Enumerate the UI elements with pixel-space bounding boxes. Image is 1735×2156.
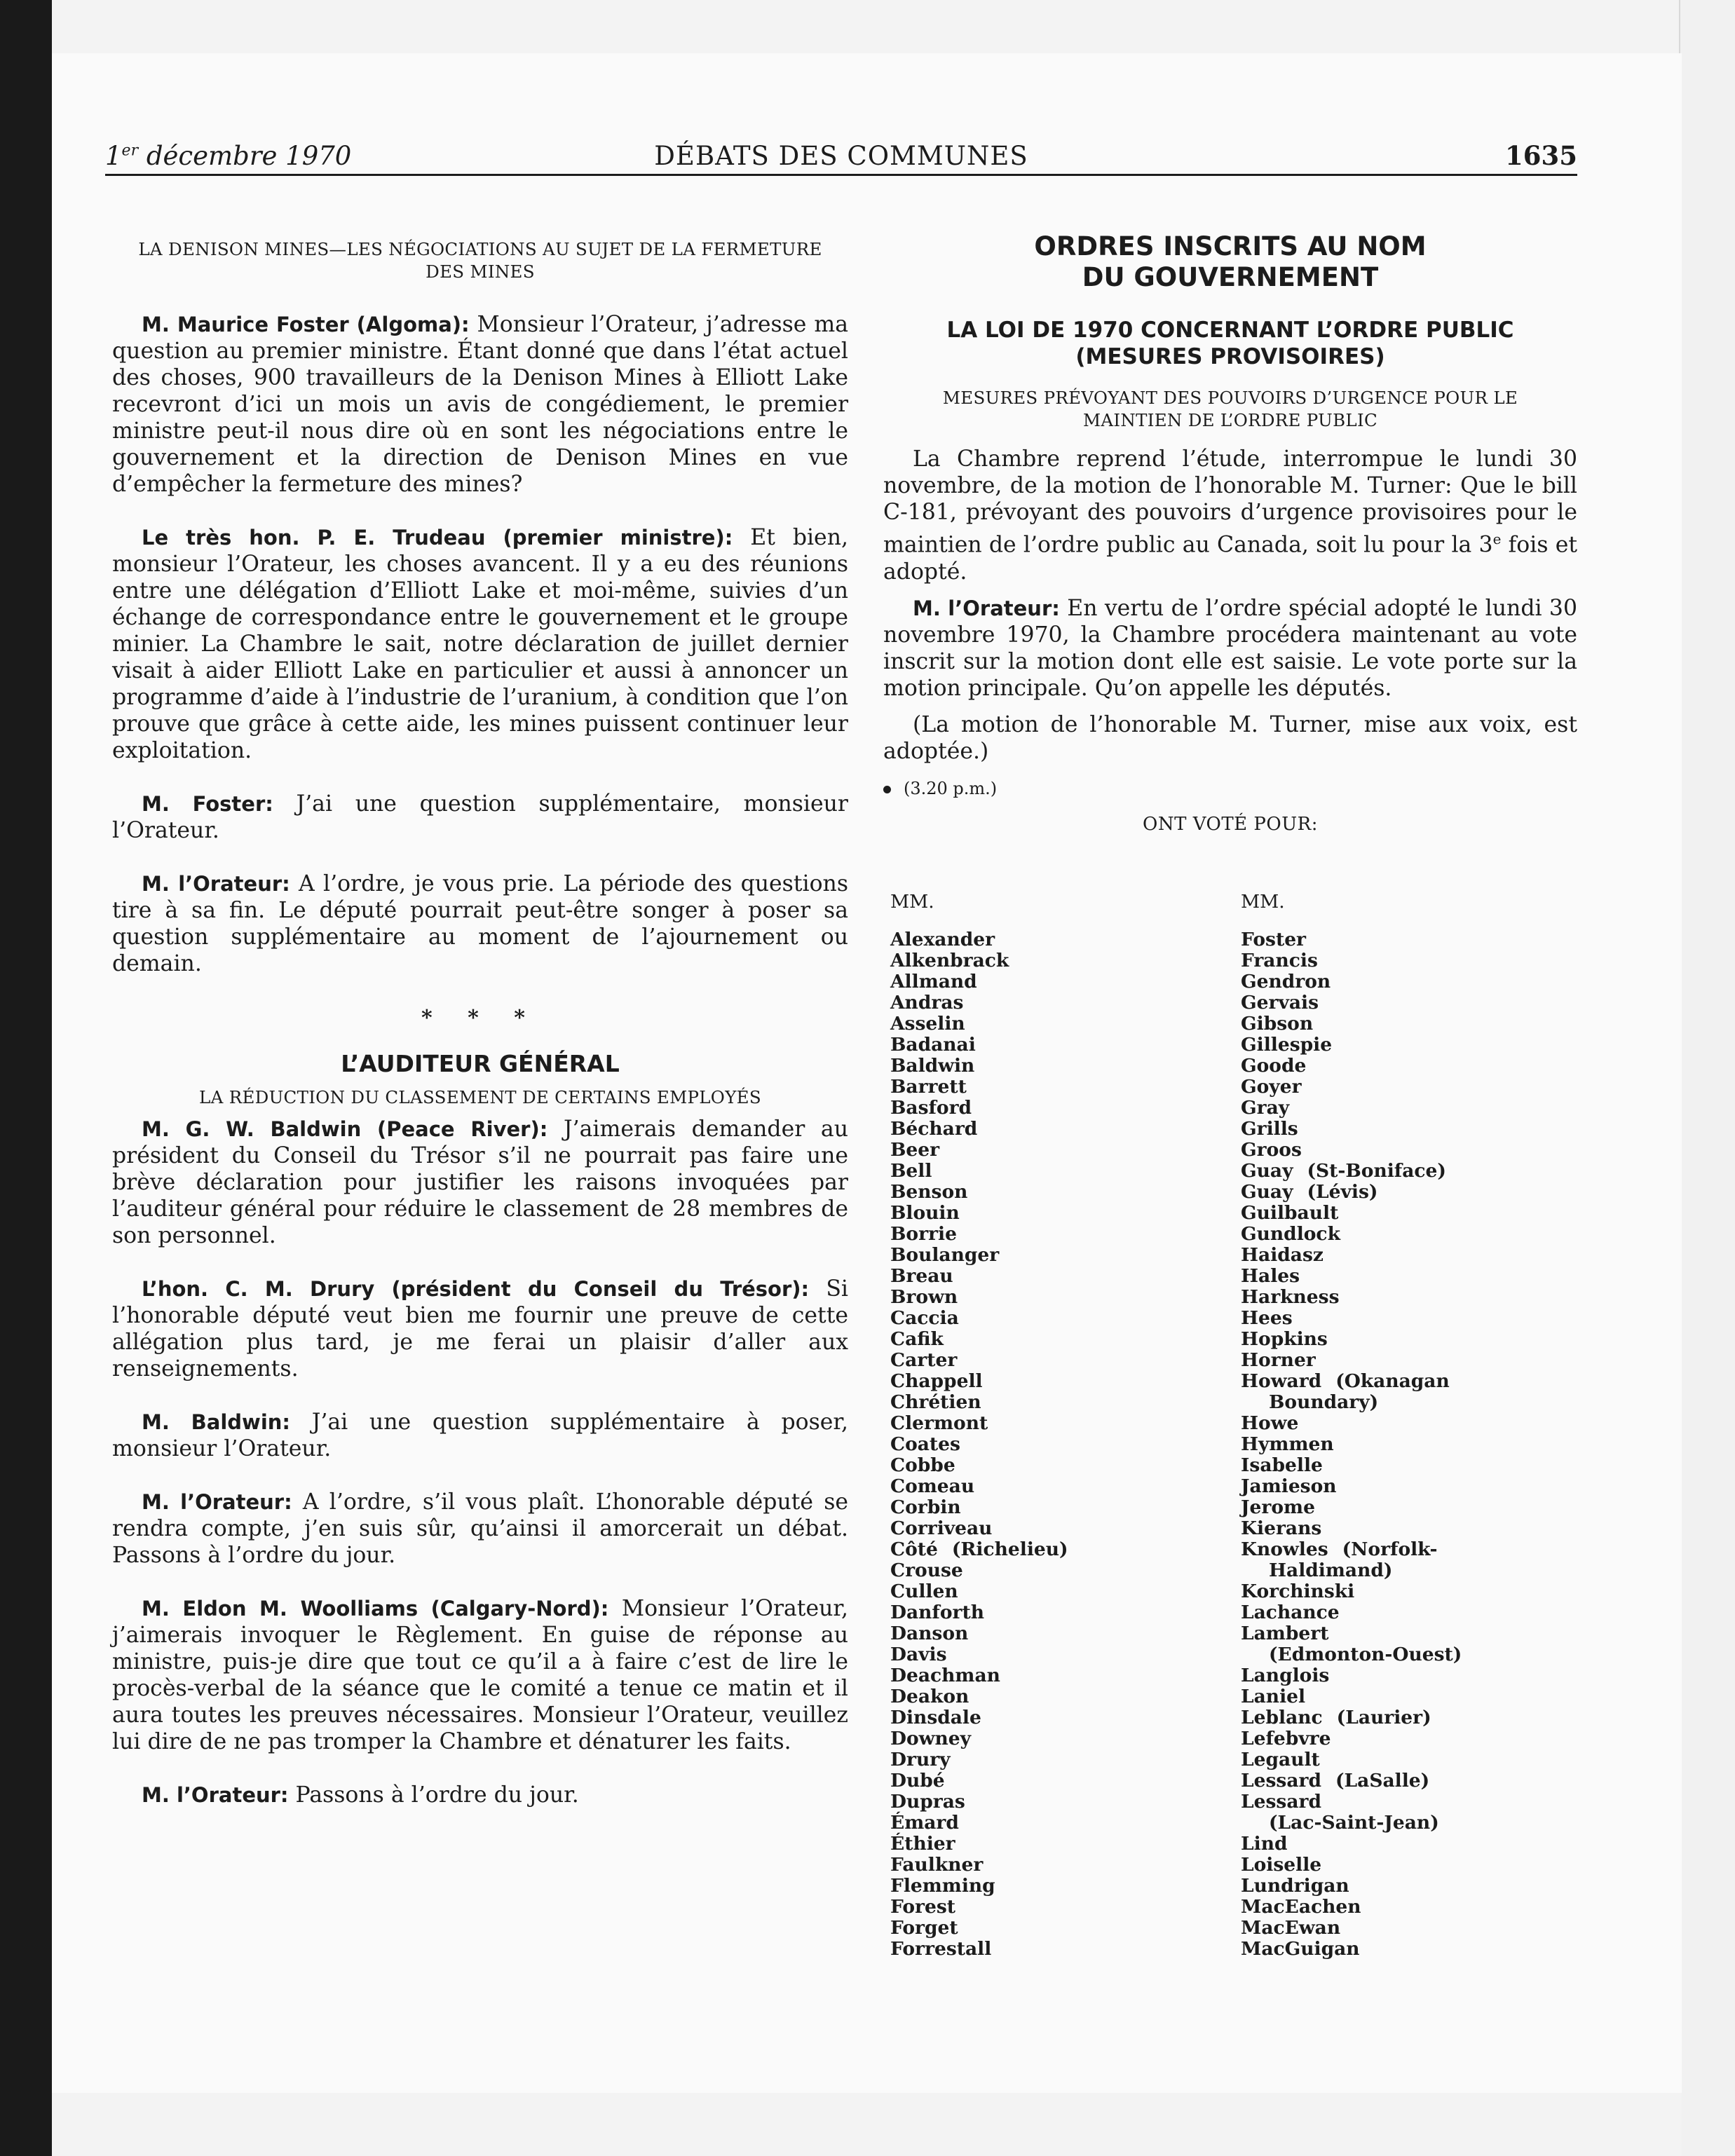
speaker-woolliams: M. Eldon M. Woolliams (Calgary-Nord): — [142, 1597, 609, 1621]
member-name — [1241, 1266, 1577, 1287]
member-name — [890, 1035, 1199, 1056]
member-name — [890, 1077, 1199, 1098]
member-name — [890, 992, 1199, 1014]
member-riding: (Norfolk- — [1342, 1538, 1438, 1560]
member-surname: Leblanc — [1241, 1707, 1323, 1728]
member-name — [890, 1056, 1199, 1077]
member-name — [890, 1224, 1199, 1245]
member-surname: Éthier — [890, 1833, 955, 1855]
member-name — [890, 1665, 1199, 1686]
member-name — [1241, 992, 1577, 1014]
member-surname: Crouse — [890, 1560, 963, 1581]
member-surname: Allmand — [890, 971, 977, 992]
speaker-trudeau: Le très hon. P. E. Trudeau (premier ministre): — [142, 526, 733, 550]
paragraph-woolliams — [112, 1595, 848, 1755]
member-surname: Guilbault — [1241, 1202, 1339, 1224]
member-name — [890, 1876, 1199, 1897]
member-riding-continued: (Edmonton-Ouest) — [1269, 1644, 1462, 1665]
member-name — [890, 1728, 1199, 1749]
member-surname: Guay — [1241, 1160, 1293, 1182]
member-riding: (Lévis) — [1307, 1181, 1378, 1203]
member-surname: Drury — [890, 1749, 951, 1770]
text-foster-2: J’ai une question supplémentaire, monsieur l’Orateur. — [112, 791, 848, 843]
paragraph-orateur-3 — [112, 1782, 848, 1808]
member-name — [1241, 1581, 1577, 1602]
text-baldwin-2: J’ai une question supplémentaire à poser, monsieur l’Orateur. — [112, 1410, 848, 1461]
member-surname: Benson — [890, 1181, 968, 1203]
member-surname: MacGuigan — [1241, 1938, 1360, 1960]
member-surname: Grills — [1241, 1118, 1298, 1140]
mm-label-2: MM. — [1241, 891, 1285, 913]
header-title: DÉBATS DES COMMUNES — [654, 141, 1028, 171]
member-name — [890, 1308, 1199, 1329]
member-name — [1241, 1224, 1577, 1245]
member-name — [1241, 1203, 1577, 1224]
member-surname: Chappell — [890, 1370, 983, 1392]
member-surname: Lambert — [1241, 1623, 1329, 1644]
page-number: 1635 — [1505, 140, 1577, 171]
member-name — [1241, 1413, 1577, 1434]
text-orateur-3: Passons à l’ordre du jour. — [288, 1782, 579, 1808]
scan-border-top — [52, 0, 1682, 53]
speaker-baldwin: M. G. W. Baldwin (Peace River): — [142, 1117, 548, 1141]
member-name — [1241, 1560, 1577, 1581]
member-surname: Howe — [1241, 1412, 1299, 1434]
member-name — [1241, 1665, 1577, 1686]
member-name — [1241, 1897, 1577, 1918]
member-surname: Knowles — [1241, 1538, 1328, 1560]
member-surname: Deakon — [890, 1686, 969, 1707]
member-surname: Boulanger — [890, 1244, 1000, 1266]
member-name — [890, 1792, 1199, 1813]
names-list-2 — [1241, 929, 1577, 1960]
member-surname: Davis — [890, 1644, 947, 1665]
member-surname: Dupras — [890, 1791, 965, 1813]
speaker-drury: L’hon. C. M. Drury (président du Conseil du Trésor): — [142, 1277, 810, 1301]
member-surname: Legault — [1241, 1749, 1320, 1770]
member-surname: Hales — [1241, 1265, 1300, 1287]
paragraph-drury — [112, 1276, 848, 1382]
member-surname: Groos — [1241, 1139, 1302, 1161]
paragraph-baldwin — [112, 1116, 848, 1249]
member-surname: Goode — [1241, 1055, 1307, 1077]
paragraph-baldwin-2 — [112, 1409, 848, 1462]
member-surname: Forrestall — [890, 1938, 992, 1960]
member-name — [1241, 1918, 1577, 1939]
member-name — [1241, 950, 1577, 971]
member-surname: Baldwin — [890, 1055, 975, 1077]
member-name — [890, 1266, 1199, 1287]
bullet-icon — [883, 786, 891, 793]
member-surname: Deachman — [890, 1665, 1000, 1686]
member-surname: Gray — [1241, 1097, 1290, 1119]
member-name — [890, 1014, 1199, 1035]
member-riding: (Okanagan — [1335, 1370, 1450, 1392]
member-name — [890, 929, 1199, 950]
header-date-sup: er — [121, 142, 139, 160]
member-surname: Danson — [890, 1623, 969, 1644]
member-name — [890, 1098, 1199, 1119]
member-name — [890, 1245, 1199, 1266]
member-surname: Lind — [1241, 1833, 1288, 1855]
member-surname: Lachance — [1241, 1602, 1340, 1623]
member-surname: Carter — [890, 1349, 958, 1371]
member-surname: Faulkner — [890, 1854, 984, 1876]
member-name — [890, 1602, 1199, 1623]
member-surname: Barrett — [890, 1076, 967, 1098]
member-name — [890, 1392, 1199, 1413]
vote-title: ONT VOTÉ POUR: — [1143, 813, 1318, 835]
member-surname: MacEachen — [1241, 1896, 1361, 1918]
text-orateur-1: A l’ordre, je vous prie. La période des questions tire à sa fin. Le député pourrait peut-être songer à poser sa question supplémentaire au moment de l’ajournement ou demain. — [112, 871, 849, 976]
page-header — [105, 139, 1577, 176]
member-surname: Guay — [1241, 1181, 1293, 1203]
right-column — [883, 231, 1577, 836]
header-date-rest: décembre 1970 — [138, 141, 352, 171]
member-name — [890, 1413, 1199, 1434]
member-name — [890, 1140, 1199, 1161]
member-riding-continued: Boundary) — [1269, 1391, 1379, 1413]
member-surname: Bell — [890, 1160, 932, 1182]
text-foster: Monsieur l’Orateur, j’adresse ma question au premier ministre. Étant donné que dans l’état actuel des choses, 900 travailleurs de la Denison Mines à Elliott Lake recevront d’ici un mois un avis de congédiement, le premier ministre peut-il nous dire où en sont les négociations entre le gouvernement et la direction de Denison Mines en vue d’empêcher la fermeture des mines? — [112, 312, 848, 497]
member-name — [890, 1476, 1199, 1497]
vote-time-text: (3.20 p.m.) — [904, 778, 998, 798]
text-reprise-end: fois et adopté. — [883, 532, 1577, 585]
member-name — [1241, 1392, 1577, 1413]
member-surname: Chrétien — [890, 1391, 981, 1413]
heading-mesures: MESURES PRÉVOYANT DES POUVOIRS D’URGENCE POUR LE MAINTIEN DE L’ORDRE PUBLIC — [942, 388, 1518, 430]
section-separator: * * * — [421, 1006, 539, 1030]
member-name — [1241, 1623, 1577, 1644]
paragraph-orateur-1 — [112, 871, 848, 977]
speaker-foster: M. Maurice Foster (Algoma): — [142, 313, 470, 336]
member-name — [890, 1813, 1199, 1834]
member-name — [890, 1434, 1199, 1455]
member-surname: Badanai — [890, 1034, 976, 1056]
member-name — [890, 950, 1199, 971]
member-name — [1241, 1686, 1577, 1707]
member-surname: Côté — [890, 1538, 938, 1560]
speaker-baldwin-2: M. Baldwin: — [142, 1410, 291, 1434]
vote-time — [883, 777, 1577, 800]
member-name — [890, 971, 1199, 992]
member-name — [1241, 1329, 1577, 1350]
member-riding-continued: (Lac-Saint-Jean) — [1269, 1812, 1439, 1834]
member-name — [1241, 929, 1577, 950]
member-surname: Corbin — [890, 1496, 961, 1518]
member-name — [890, 1497, 1199, 1518]
member-name — [1241, 1434, 1577, 1455]
orders-title-line-1: ORDRES INSCRITS AU NOM — [1034, 231, 1427, 261]
member-surname: Lundrigan — [1241, 1875, 1349, 1897]
member-name — [890, 1749, 1199, 1770]
header-date-day: 1 — [105, 141, 122, 171]
member-surname: Alkenbrack — [890, 950, 1009, 971]
member-name — [890, 1939, 1199, 1960]
member-surname: Horner — [1241, 1349, 1316, 1371]
member-name — [890, 1539, 1199, 1560]
member-name — [1241, 1161, 1577, 1182]
member-surname: Breau — [890, 1265, 953, 1287]
member-surname: Gundlock — [1241, 1223, 1340, 1245]
member-surname: Corriveau — [890, 1517, 993, 1539]
member-name — [1241, 1939, 1577, 1960]
member-name — [1241, 1308, 1577, 1329]
member-name — [1241, 1371, 1577, 1392]
paragraph-reprise — [883, 446, 1577, 585]
member-name — [890, 1770, 1199, 1792]
member-surname: Cobbe — [890, 1454, 955, 1476]
member-surname: Laniel — [1241, 1686, 1306, 1707]
member-name — [890, 1918, 1199, 1939]
member-surname: MacEwan — [1241, 1917, 1341, 1939]
paragraph-foster-2 — [112, 791, 848, 844]
member-surname: Danforth — [890, 1602, 984, 1623]
paragraph-orateur-vote — [883, 595, 1577, 702]
member-surname: Gillespie — [1241, 1034, 1333, 1056]
bill-title-line-2: (MESURES PROVISOIRES) — [1075, 344, 1385, 369]
member-name — [1241, 1476, 1577, 1497]
member-surname: Forget — [890, 1917, 958, 1939]
member-name — [1241, 1876, 1577, 1897]
member-name — [890, 1182, 1199, 1203]
member-surname: Clermont — [890, 1412, 988, 1434]
member-surname: Caccia — [890, 1307, 959, 1329]
member-name — [890, 1329, 1199, 1350]
member-surname: Lessard — [1241, 1770, 1321, 1792]
member-surname: Loiselle — [1241, 1854, 1322, 1876]
bill-title-line-1: LA LOI DE 1970 CONCERNANT L’ORDRE PUBLIC — [946, 318, 1514, 343]
member-surname: Jerome — [1241, 1496, 1315, 1518]
member-name — [890, 1287, 1199, 1308]
member-surname: Borrie — [890, 1223, 957, 1245]
member-riding-continued: Haldimand) — [1269, 1560, 1393, 1581]
vote-names-column-1 — [890, 892, 1199, 1960]
member-name — [1241, 1602, 1577, 1623]
member-name — [1241, 1182, 1577, 1203]
scan-border-right — [1679, 0, 1735, 2156]
scan-border-bottom — [52, 2093, 1682, 2156]
member-surname: Blouin — [890, 1202, 960, 1224]
member-surname: Hopkins — [1241, 1328, 1328, 1350]
member-name — [890, 1560, 1199, 1581]
member-surname: Foster — [1241, 929, 1307, 950]
member-name — [890, 1707, 1199, 1728]
scan-border-left — [0, 0, 52, 2156]
member-name — [1241, 1749, 1577, 1770]
text-trudeau: Et bien, monsieur l’Orateur, les choses avancent. Il y a eu des réunions entre une délégation d’Elliott Lake et moi-même, suivies d’un échange de correspondance entre le gouvernement et le groupe minier. La Chambre le sait, notre déclaration de juillet dernier visait à aider Elliott Lake en particulier et aussi à annoncer un programme d’aide à l’industrie de l’uranium, à condition que l’on prouve que grâce à cette aide, les mines puissent continuer leur exploitation. — [112, 525, 849, 763]
orders-title-line-2: DU GOUVERNEMENT — [1082, 262, 1379, 292]
left-column — [112, 238, 848, 1808]
speaker-orateur-3: M. l’Orateur: — [142, 1783, 289, 1807]
member-surname: Brown — [890, 1286, 958, 1308]
member-name — [1241, 1035, 1577, 1056]
member-surname: Basford — [890, 1097, 972, 1119]
member-name — [890, 1518, 1199, 1539]
member-surname: Dubé — [890, 1770, 945, 1792]
member-name — [890, 1834, 1199, 1855]
member-surname: Béchard — [890, 1118, 978, 1140]
member-surname: Asselin — [890, 1013, 965, 1035]
member-surname: Downey — [890, 1728, 971, 1749]
member-surname: Cafik — [890, 1328, 944, 1350]
member-surname: Cullen — [890, 1581, 958, 1602]
member-surname: Gervais — [1241, 992, 1319, 1014]
member-name — [890, 1644, 1199, 1665]
member-name — [1241, 1077, 1577, 1098]
member-surname: Jamieson — [1241, 1475, 1337, 1497]
text-orateur-2: A l’ordre, s’il vous plaît. L’honorable député se rendra compte, j’en suis sûr, qu’ainsi il amorcerait un débat. Passons à l’ordre du jour. — [112, 1489, 849, 1568]
member-surname: Kierans — [1241, 1517, 1322, 1539]
member-surname: Coates — [890, 1433, 960, 1455]
member-surname: Comeau — [890, 1475, 975, 1497]
member-name — [890, 1581, 1199, 1602]
member-name — [1241, 1098, 1577, 1119]
member-name — [890, 1161, 1199, 1182]
member-surname: Gendron — [1241, 971, 1331, 992]
member-surname: Haidasz — [1241, 1244, 1324, 1266]
member-surname: Hymmen — [1241, 1433, 1334, 1455]
text-baldwin: J’aimerais demander au président du Conseil du Trésor s’il ne pourrait pas faire une brève déclaration pour justifier les raisons invoquées par l’auditeur général pour réduire le classement de 28 membres de son personnel. — [112, 1117, 848, 1248]
heading-denison: LA DENISON MINES—LES NÉGOCIATIONS AU SUJET DE LA FERMETURE DES MINES — [138, 239, 822, 282]
member-surname: Isabelle — [1241, 1454, 1323, 1476]
member-surname: Émard — [890, 1812, 959, 1834]
member-surname: Lessard — [1241, 1791, 1321, 1813]
member-surname: Lefebvre — [1241, 1728, 1331, 1749]
member-surname: Andras — [890, 992, 964, 1014]
member-name — [890, 1119, 1199, 1140]
paragraph-foster — [112, 311, 848, 498]
member-surname: Harkness — [1241, 1286, 1340, 1308]
member-surname: Beer — [890, 1139, 940, 1161]
paragraph-motion-adoptee: (La motion de l’honorable M. Turner, mise aux voix, est adoptée.) — [883, 711, 1577, 764]
speaker-orateur-vote: M. l’Orateur: — [913, 596, 1060, 620]
member-riding: (Laurier) — [1336, 1707, 1431, 1728]
member-surname: Langlois — [1241, 1665, 1330, 1686]
names-list-1 — [890, 929, 1199, 1960]
member-name — [890, 1623, 1199, 1644]
member-name — [890, 1897, 1199, 1918]
member-surname: Flemming — [890, 1875, 995, 1897]
member-name — [890, 1855, 1199, 1876]
member-name — [890, 1371, 1199, 1392]
text-drury: Si l’honorable député veut bien me fournir une preuve de cette allégation plus tard, je me ferai un plaisir d’aller aux renseignements. — [112, 1276, 848, 1381]
member-name — [1241, 1792, 1577, 1813]
member-name — [890, 1686, 1199, 1707]
member-name — [1241, 1140, 1577, 1161]
member-riding: (LaSalle) — [1335, 1770, 1430, 1792]
text-orateur-vote: En vertu de l’ordre spécial adopté le lundi 30 novembre 1970, la Chambre procédera maintenant au vote inscrit sur la motion dont elle est saisie. Le vote porte sur la motion principale. Qu’on appelle les députés. — [883, 595, 1577, 701]
member-surname: Dinsdale — [890, 1707, 981, 1728]
member-name — [1241, 1539, 1577, 1560]
member-surname: Korchinski — [1241, 1581, 1355, 1602]
member-name — [1241, 1834, 1577, 1855]
member-name — [1241, 1728, 1577, 1749]
member-name — [890, 1350, 1199, 1371]
member-name — [1241, 1014, 1577, 1035]
member-name — [890, 1455, 1199, 1476]
member-name — [890, 1203, 1199, 1224]
member-surname: Howard — [1241, 1370, 1322, 1392]
member-name — [1241, 1455, 1577, 1476]
member-riding: (St-Boniface) — [1307, 1160, 1446, 1182]
member-surname: Goyer — [1241, 1076, 1302, 1098]
member-name — [1241, 971, 1577, 992]
section-title-auditeur: L’AUDITEUR GÉNÉRAL — [341, 1050, 620, 1077]
speaker-orateur-2: M. l’Orateur: — [142, 1490, 292, 1514]
member-name — [1241, 1119, 1577, 1140]
member-riding: (Richelieu) — [951, 1538, 1068, 1560]
speaker-foster-2: M. Foster: — [142, 792, 273, 816]
member-name — [1241, 1813, 1577, 1834]
heading-reduction: LA RÉDUCTION DU CLASSEMENT DE CERTAINS EMPLOYÉS — [199, 1087, 761, 1107]
member-name — [1241, 1497, 1577, 1518]
member-surname: Forest — [890, 1896, 956, 1918]
member-surname: Alexander — [890, 929, 995, 950]
member-name — [1241, 1770, 1577, 1792]
speaker-orateur-1: M. l’Orateur: — [142, 872, 290, 896]
member-name — [1241, 1707, 1577, 1728]
member-name — [1241, 1056, 1577, 1077]
member-surname: Hees — [1241, 1307, 1293, 1329]
member-name — [1241, 1350, 1577, 1371]
member-name — [1241, 1644, 1577, 1665]
paragraph-orateur-2 — [112, 1489, 848, 1569]
member-name — [1241, 1855, 1577, 1876]
member-surname: Gibson — [1241, 1013, 1314, 1035]
text-woolliams: Monsieur l’Orateur, j’aimerais invoquer le Règlement. En guise de réponse au ministre, puis-je dire que tout ce qu’il a à faire c’est de lire le procès-verbal de la séance que le comité a tenue ce matin et il aura toutes les preuves nécessaires. Monsieur l’Orateur, veuillez lui dire de ne pas tromper la Chambre et dénaturer les faits. — [112, 1596, 848, 1754]
paragraph-trudeau — [112, 524, 848, 764]
member-surname: Francis — [1241, 950, 1318, 971]
mm-label-1: MM. — [890, 891, 934, 913]
member-name — [1241, 1287, 1577, 1308]
vote-names-column-2 — [1241, 892, 1577, 1960]
text-reprise-sup: e — [1492, 531, 1502, 547]
text-reprise: La Chambre reprend l’étude, interrompue le lundi 30 novembre, de la motion de l’honorable M. Turner: Que le bill C-181, prévoyant des pouvoirs d’urgence provisoires pour le maintien de l’ordre public au Canada, soit lu pour la 3 — [883, 446, 1577, 558]
member-name — [1241, 1518, 1577, 1539]
member-name — [1241, 1245, 1577, 1266]
